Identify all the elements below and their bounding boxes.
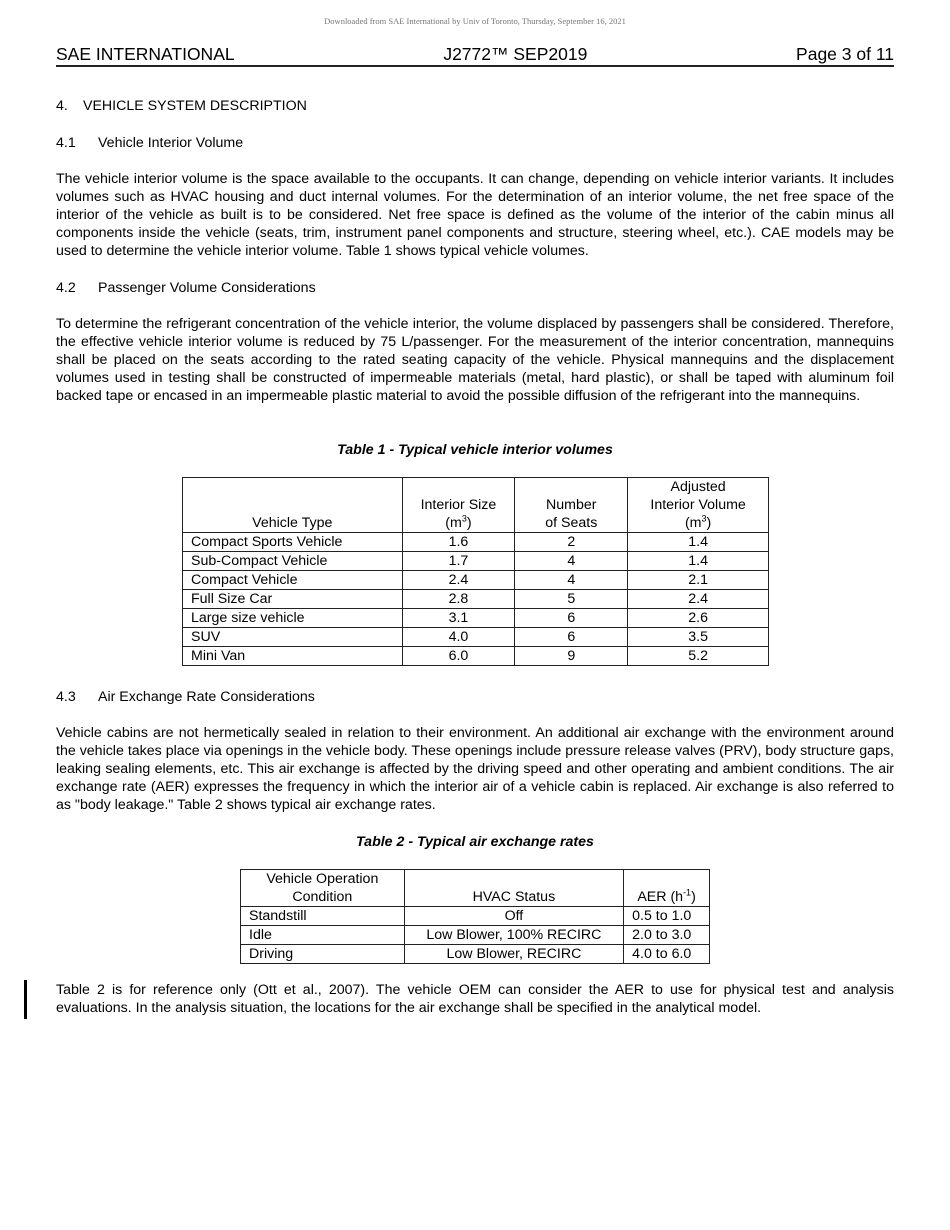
table-row — [241, 945, 710, 964]
header-doc-id: J2772™ SEP2019 — [443, 44, 588, 64]
table-cell: Large size vehicle — [183, 609, 403, 628]
table-cell: 9 — [515, 647, 628, 666]
table-row — [183, 571, 769, 590]
table-cell: Driving — [241, 945, 405, 964]
table-2 — [240, 869, 710, 964]
table-cell: 2.1 — [628, 571, 769, 590]
table-1 — [182, 477, 769, 666]
section-4-heading: 4. VEHICLE SYSTEM DESCRIPTION — [56, 98, 307, 114]
header-page-number: Page 3 of 11 — [796, 44, 894, 64]
col-aer: AER $(h^{-1})$ — [624, 870, 710, 907]
table-row — [183, 628, 769, 647]
table-cell: 0.5 to 1.0 — [624, 907, 710, 926]
section-4-2-body: To determine the refrigerant concentration of the vehicle interior, the volume displaced by passengers shall be considered. Therefore, the effective vehicle interior volume is reduced by 75 L/passenger. For the measurement of the interior concentration, mannequins shall be placed on the seats according to the rated seating capacity of the vehicle. Physical mannequins and the displacement volumes used in testing shall be constructed of impermeable materials (metal, hard plastic), or shall be taped with aluminum foil backed tape or encased in an impermeable plastic material to avoid the possible diffusion of the refrigerant into the mannequins. — [56, 316, 894, 404]
table-row — [183, 533, 769, 552]
table-cell: 4.0 — [402, 628, 515, 647]
table-cell: 2 — [515, 533, 628, 552]
table-cell: Off — [404, 907, 623, 926]
table-cell: 4.0 to 6.0 — [624, 945, 710, 964]
col-adjusted-volume: Adjusted Interior Volume $(m^3)$ — [628, 478, 769, 533]
table-cell: Compact Sports Vehicle — [183, 533, 403, 552]
table-cell: 2.4 — [402, 571, 515, 590]
section-4-1-heading: 4.1 Vehicle Interior Volume — [56, 135, 244, 151]
section-4-3-heading: 4.3 Air Exchange Rate Considerations — [56, 689, 315, 705]
table-cell: Compact Vehicle — [183, 571, 403, 590]
table-cell: 6 — [515, 609, 628, 628]
header-org: SAE INTERNATIONAL — [56, 44, 235, 64]
download-note: Downloaded from SAE International by Univ of Toronto, Thursday, September 16, 2021 — [324, 16, 626, 26]
table-cell: 2.6 — [628, 609, 769, 628]
table-cell: 2.8 — [402, 590, 515, 609]
section-4-2-heading: 4.2 Passenger Volume Considerations — [56, 280, 316, 296]
section-4-3-body: Vehicle cabins are not hermetically sealed in relation to their environment. An additional air exchange with the environment around the vehicle takes place via openings in the vehicle body. These openings include pressure release valves (PRV), body structure gaps, leaking sealing elements, etc. This air exchange is affected by the driving speed and other operating and ambient conditions. The air exchange rate (AER) expresses the frequency in which the interior air of a vehicle cabin is replaced. Air exchange is also referred to as "body leakage." Table 2 shows typical air exchange rates. — [56, 725, 894, 813]
table-cell: 5 — [515, 590, 628, 609]
page-header — [56, 44, 894, 67]
table-cell: SUV — [183, 628, 403, 647]
table-cell: 4 — [515, 571, 628, 590]
table-cell: 5.2 — [628, 647, 769, 666]
table-cell: Low Blower, RECIRC — [404, 945, 623, 964]
change-bar — [24, 980, 27, 1019]
col-hvac-status: HVAC Status — [404, 870, 623, 907]
col-number-of-seats: Number of Seats — [515, 478, 628, 533]
col-interior-size: Interior Size $(m^3)$ — [402, 478, 515, 533]
table-cell: 3.5 — [628, 628, 769, 647]
table-cell: 2.4 — [628, 590, 769, 609]
table-cell: Sub-Compact Vehicle — [183, 552, 403, 571]
table-row — [183, 609, 769, 628]
table-cell: 1.4 — [628, 533, 769, 552]
table-row — [183, 552, 769, 571]
table-row — [241, 907, 710, 926]
table-1-caption: Table 1 - Typical vehicle interior volumes — [337, 442, 613, 458]
closing-paragraph: Table 2 is for reference only (Ott et al., 2007). The vehicle OEM can consider the AER to use for physical test and analysis evaluations. In the analysis situation, the locations for the air exchange shall be specified in the analytical model. — [56, 982, 894, 1016]
section-4-1-body: The vehicle interior volume is the space available to the occupants. It can change, depending on vehicle interior variants. It includes volumes such as HVAC housing and duct internal volumes. For the determination of an interior volume, the net free space of the interior of the vehicle as built is to be considered. Net free space is defined as the volume of the interior of the cabin minus all components inside the vehicle (seats, trim, instrument panel components and structure, steering wheel, etc.). CAE models may be used to determine the vehicle interior volume. Table 1 shows typical vehicle volumes. — [56, 171, 894, 259]
table-cell: 1.7 — [402, 552, 515, 571]
col-vehicle-type: Vehicle Type — [183, 478, 403, 533]
table-header-row — [241, 870, 710, 907]
table-cell: Standstill — [241, 907, 405, 926]
table-row — [183, 647, 769, 666]
table-row — [183, 590, 769, 609]
col-operation-condition: Vehicle Operation Condition — [241, 870, 405, 907]
table-row — [241, 926, 710, 945]
table-header-row — [183, 478, 769, 533]
table-cell: Idle — [241, 926, 405, 945]
table-cell: 1.4 — [628, 552, 769, 571]
table-cell: 3.1 — [402, 609, 515, 628]
table-cell: Low Blower, 100% RECIRC — [404, 926, 623, 945]
table-cell: 1.6 — [402, 533, 515, 552]
table-cell: Mini Van — [183, 647, 403, 666]
table-cell: 2.0 to 3.0 — [624, 926, 710, 945]
table-cell: 4 — [515, 552, 628, 571]
table-cell: 6 — [515, 628, 628, 647]
table-2-caption: Table 2 - Typical air exchange rates — [356, 834, 594, 850]
table-cell: 6.0 — [402, 647, 515, 666]
table-cell: Full Size Car — [183, 590, 403, 609]
